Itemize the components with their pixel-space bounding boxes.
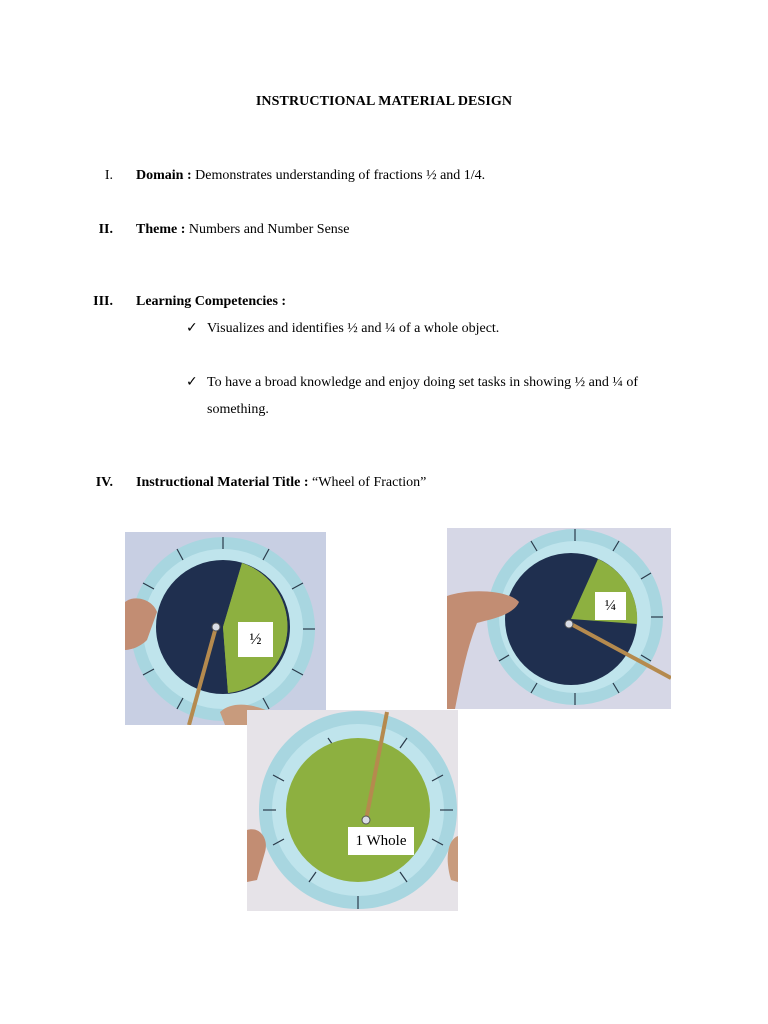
- wheel-photo-quarter: [447, 528, 671, 709]
- wheel-photo-whole: [247, 710, 458, 911]
- section-body: [136, 294, 286, 310]
- photo-caption: ¼: [604, 598, 617, 614]
- wheel-whole-illustration: [247, 710, 458, 911]
- section-numeral: II.: [98, 222, 113, 237]
- section-label: Domain :: [136, 168, 192, 183]
- section-text: “Wheel of Fraction”: [308, 475, 427, 490]
- section-label: Theme :: [136, 222, 186, 237]
- wheel-quarter-illustration: [447, 528, 671, 709]
- section-numeral: III.: [93, 294, 113, 309]
- section-body: [136, 222, 349, 238]
- section-label: Learning Competencies :: [136, 294, 287, 309]
- section-numeral: I.: [104, 168, 113, 183]
- competency-text: To have a broad knowledge and enjoy doing set tasks in showing ½ and ¼ of something.: [207, 375, 638, 417]
- section-text: Numbers and Number Sense: [185, 222, 350, 237]
- wheel-photo-half: [125, 532, 326, 725]
- photo-caption: ½: [249, 631, 262, 648]
- document-title: INSTRUCTIONAL MATERIAL DESIGN: [255, 94, 513, 109]
- section-body: [136, 168, 485, 184]
- section-text: Demonstrates understanding of fractions ½ and 1/4.: [191, 168, 486, 183]
- checkmark-icon: ✓: [186, 374, 198, 390]
- wheel-half-illustration: [125, 532, 326, 725]
- competency-text: Visualizes and identifies ½ and ¼ of a whole object.: [207, 321, 500, 336]
- checkmark-icon: ✓: [186, 320, 198, 336]
- photo-caption: 1 Whole: [355, 833, 407, 849]
- section-body: [136, 475, 426, 491]
- section-label: Instructional Material Title :: [136, 475, 309, 490]
- section-numeral: IV.: [95, 475, 113, 490]
